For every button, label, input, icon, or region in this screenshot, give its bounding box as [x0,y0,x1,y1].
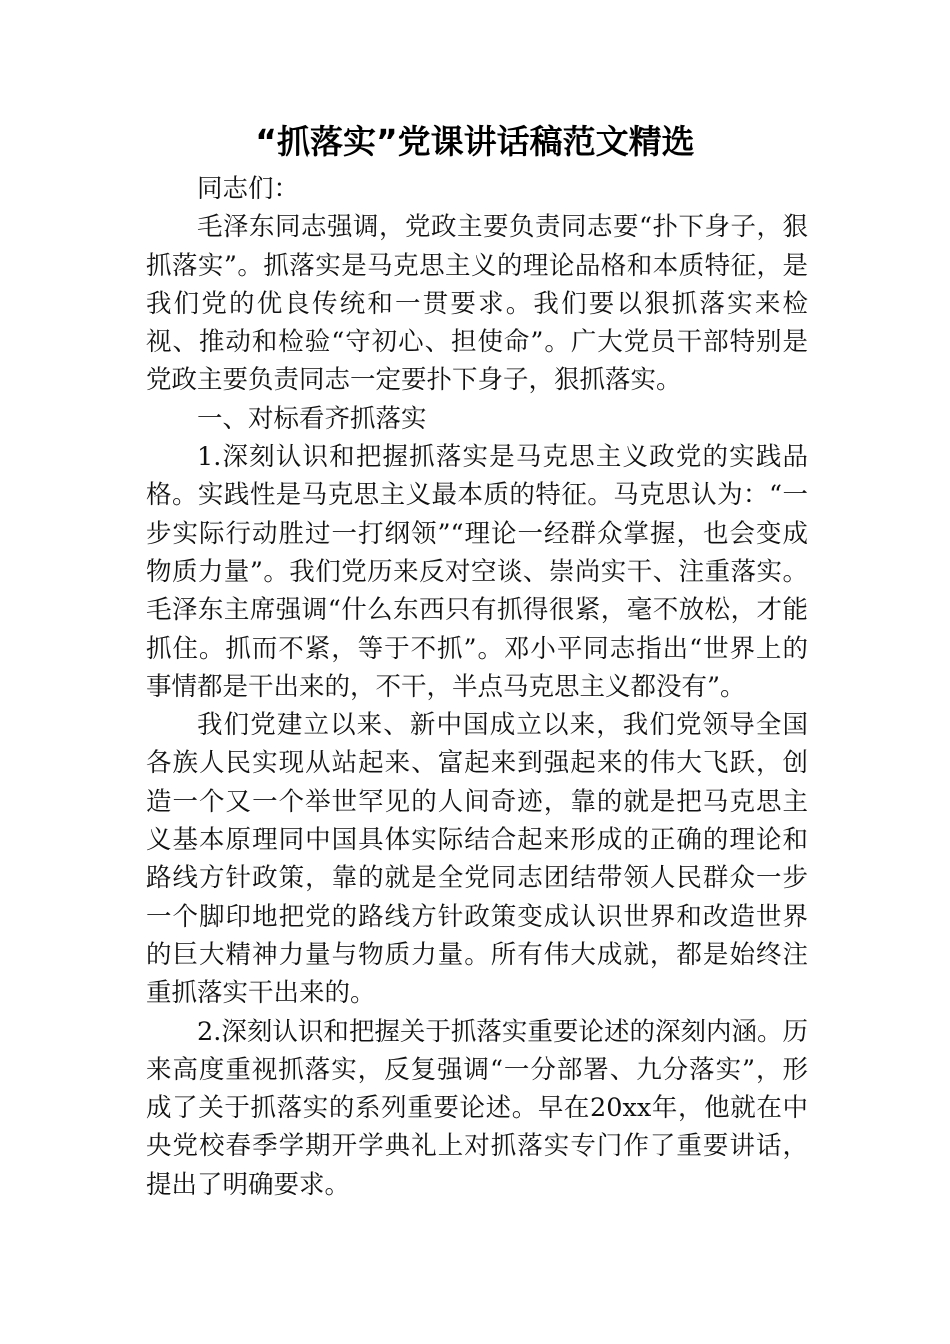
section-heading: 一、对标看齐抓落实 [197,403,427,434]
document-title: “抓落实”党课讲话稿范文精选 [255,122,695,161]
body-paragraph: 2.深刻认识和把握关于抓落实重要论述的深刻内涵。历来高度重视抓落实，反复强调“一分部署、九分落实”，形成了关于抓落实的系列重要论述。早在20xx年，他就在中央党校春季学期开学典礼上对抓落实专门作了重要讲话，提出了明确要求。 [146,1016,808,1200]
body-paragraph: 我们党建立以来、新中国成立以来，我们党领导全国各族人民实现从站起来、富起来到强起来的伟大飞跃，创造一个又一个举世罕见的人间奇迹，靠的就是把马克思主义基本原理同中国具体实际结合起来形成的正确的理论和路线方针政策，靠的就是全党同志团结带领人民群众一步一个脚印地把党的路线方针政策变成认识世界和改造世界的巨大精神力量与物质力量。所有伟大成就，都是始终注重抓落实干出来的。 [146,710,808,1009]
intro-paragraph: 毛泽东同志强调，党政主要负责同志要“扑下身子，狠抓落实”。抓落实是马克思主义的理论品格和本质特征，是我们党的优良传统和一贯要求。我们要以狠抓落实来检视、推动和检验“守初心、担使命”。广大党员干部特别是党政主要负责同志一定要扑下身子，狠抓落实。 [146,212,808,396]
document-body [146,170,808,1204]
body-paragraph: 1.深刻认识和把握抓落实是马克思主义政党的实践品格。实践性是马克思主义最本质的特征。马克思认为：“一步实际行动胜过一打纲领”“理论一经群众掌握，也会变成物质力量”。我们党历来反对空谈、崇尚实干、注重落实。毛泽东主席强调“什么东西只有抓得很紧，毫不放松，才能抓住。抓而不紧，等于不抓”。邓小平同志指出“世界上的事情都是干出来的，不干，半点马克思主义都没有”。 [146,442,808,702]
salutation-paragraph: 同志们： [197,174,300,204]
